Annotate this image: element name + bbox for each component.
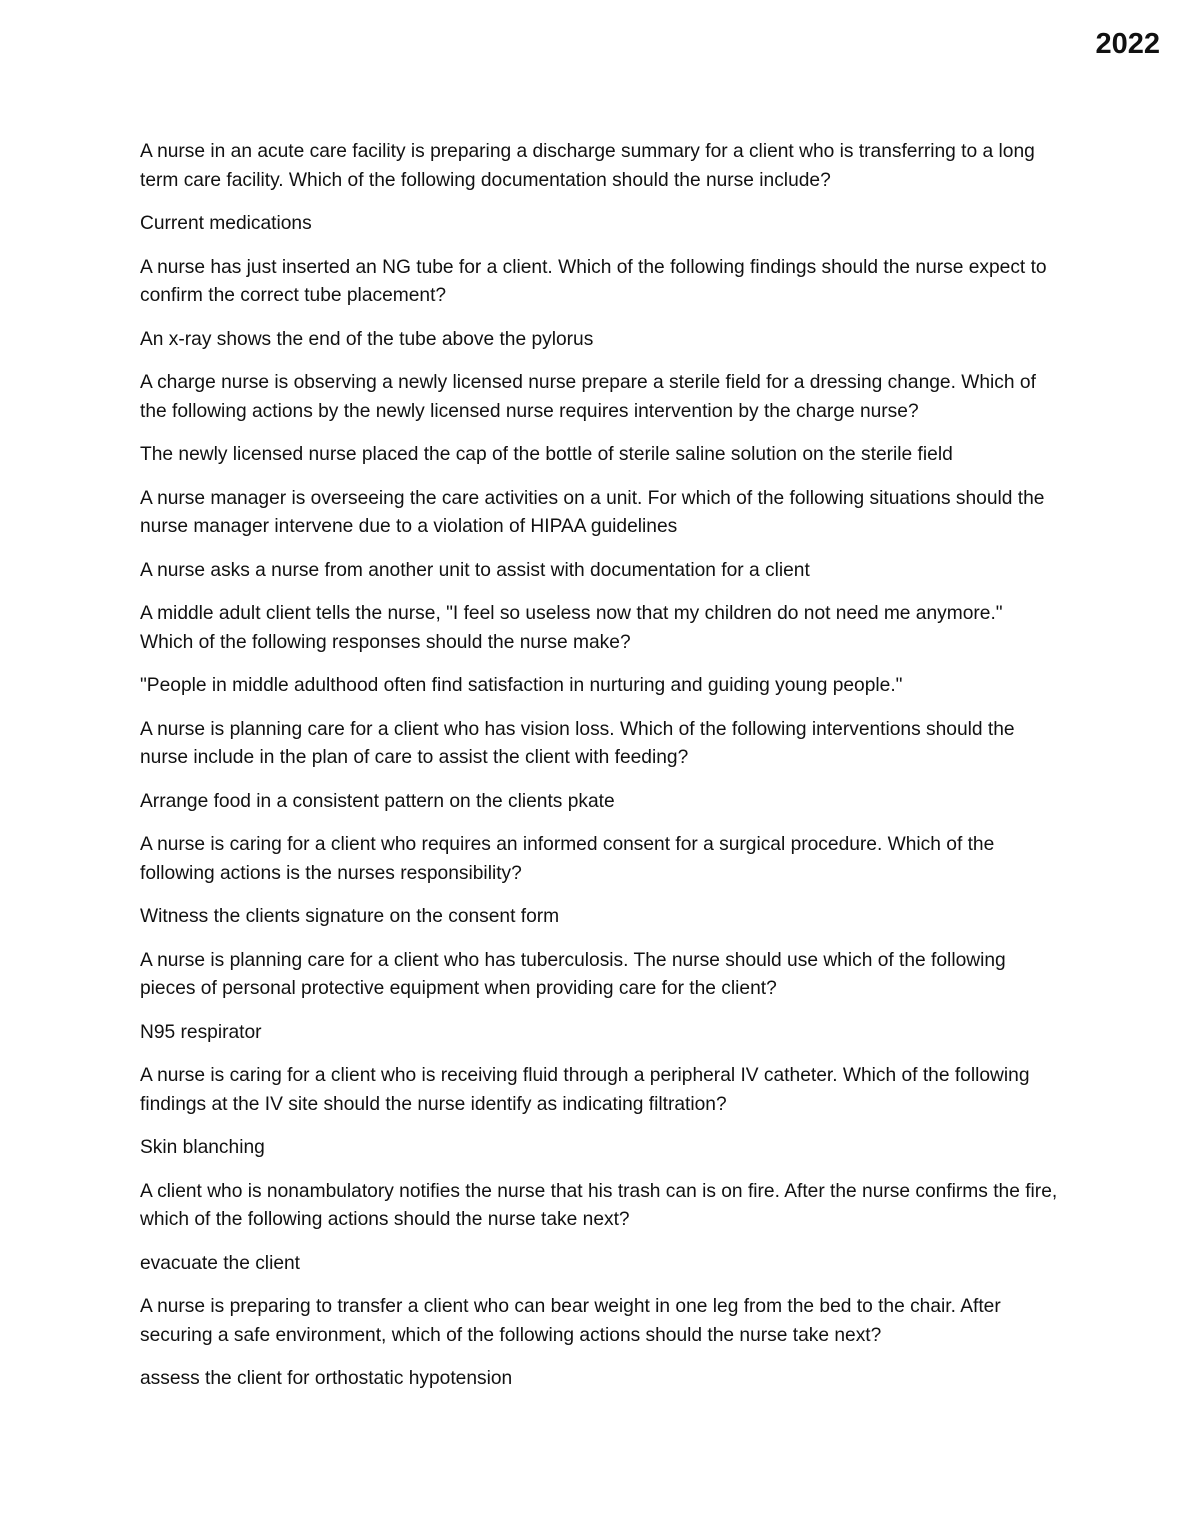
qa-item-3 bbox=[140, 369, 1060, 470]
qa-item-8 bbox=[140, 947, 1060, 1048]
question-text: A client who is nonambulatory notifies the nurse that his trash can is on fire. After the nurse confirms the fire, which of the following actions should the nurse take next? bbox=[140, 1180, 1058, 1230]
answer-text: assess the client for orthostatic hypotension bbox=[140, 1368, 513, 1389]
question-text: A nurse is caring for a client who requires an informed consent for a surgical procedure. Which of the following actions is the nurses responsibility? bbox=[140, 834, 995, 884]
question-text: A nurse is planning care for a client who has vision loss. Which of the following interventions should the nurse include in the plan of care to assist the client with feeding? bbox=[140, 718, 1015, 768]
qa-item-11 bbox=[140, 1293, 1060, 1394]
qa-item-4 bbox=[140, 485, 1060, 586]
answer-text: "People in middle adulthood often find satisfaction in nurturing and guiding young people." bbox=[140, 675, 903, 696]
answer-text: The newly licensed nurse placed the cap of the bottle of sterile saline solution on the sterile field bbox=[140, 444, 953, 465]
question-text: A nurse is preparing to transfer a client who can bear weight in one leg from the bed to the chair. After securing a safe environment, which of the following actions should the nurse take next? bbox=[140, 1296, 1001, 1346]
answer-text: Skin blanching bbox=[140, 1137, 265, 1158]
question-text: A nurse in an acute care facility is preparing a discharge summary for a client who is transferring to a long term care facility. Which of the following documentation should the nurse include? bbox=[140, 141, 1035, 191]
answer-text: A nurse asks a nurse from another unit to assist with documentation for a client bbox=[140, 559, 810, 581]
document-body bbox=[140, 138, 1060, 1409]
answer-text: N95 respirator bbox=[140, 1021, 262, 1043]
page-year-header: 2022 bbox=[1095, 28, 1160, 60]
answer-text: Witness the clients signature on the consent form bbox=[140, 906, 560, 927]
qa-item-5 bbox=[140, 600, 1060, 701]
question-text: A nurse is planning care for a client who has tuberculosis. The nurse should use which of the following pieces of personal protective equipment when providing care for the client? bbox=[140, 949, 1006, 999]
answer-text: Current medications bbox=[140, 213, 312, 234]
qa-item-1 bbox=[140, 138, 1060, 239]
answer-text: An x-ray shows the end of the tube above the pylorus bbox=[140, 328, 594, 350]
qa-item-10 bbox=[140, 1178, 1060, 1279]
question-text: A nurse has just inserted an NG tube for a client. Which of the following findings should the nurse expect to confirm the correct tube placement? bbox=[140, 256, 1047, 306]
question-text: A charge nurse is observing a newly licensed nurse prepare a sterile field for a dressing change. Which of the following actions by the newly licensed nurse requires intervention by the charge nurse? bbox=[140, 372, 1036, 422]
question-text: A middle adult client tells the nurse, "I feel so useless now that my children do not need me anymore." Which of the following responses should the nurse make? bbox=[140, 603, 1003, 653]
qa-item-2 bbox=[140, 254, 1060, 355]
qa-item-6 bbox=[140, 716, 1060, 817]
question-text: A nurse is caring for a client who is receiving fluid through a peripheral IV catheter. Which of the following findings at the IV site should the nurse identify as indicating filtration? bbox=[140, 1065, 1030, 1115]
answer-text: Arrange food in a consistent pattern on the clients pkate bbox=[140, 790, 615, 812]
qa-item-7 bbox=[140, 831, 1060, 932]
qa-item-9 bbox=[140, 1062, 1060, 1163]
answer-text: evacuate the client bbox=[140, 1252, 301, 1274]
question-text: A nurse manager is overseeing the care activities on a unit. For which of the following situations should the nurse manager intervene due to a violation of HIPAA guidelines bbox=[140, 487, 1045, 537]
